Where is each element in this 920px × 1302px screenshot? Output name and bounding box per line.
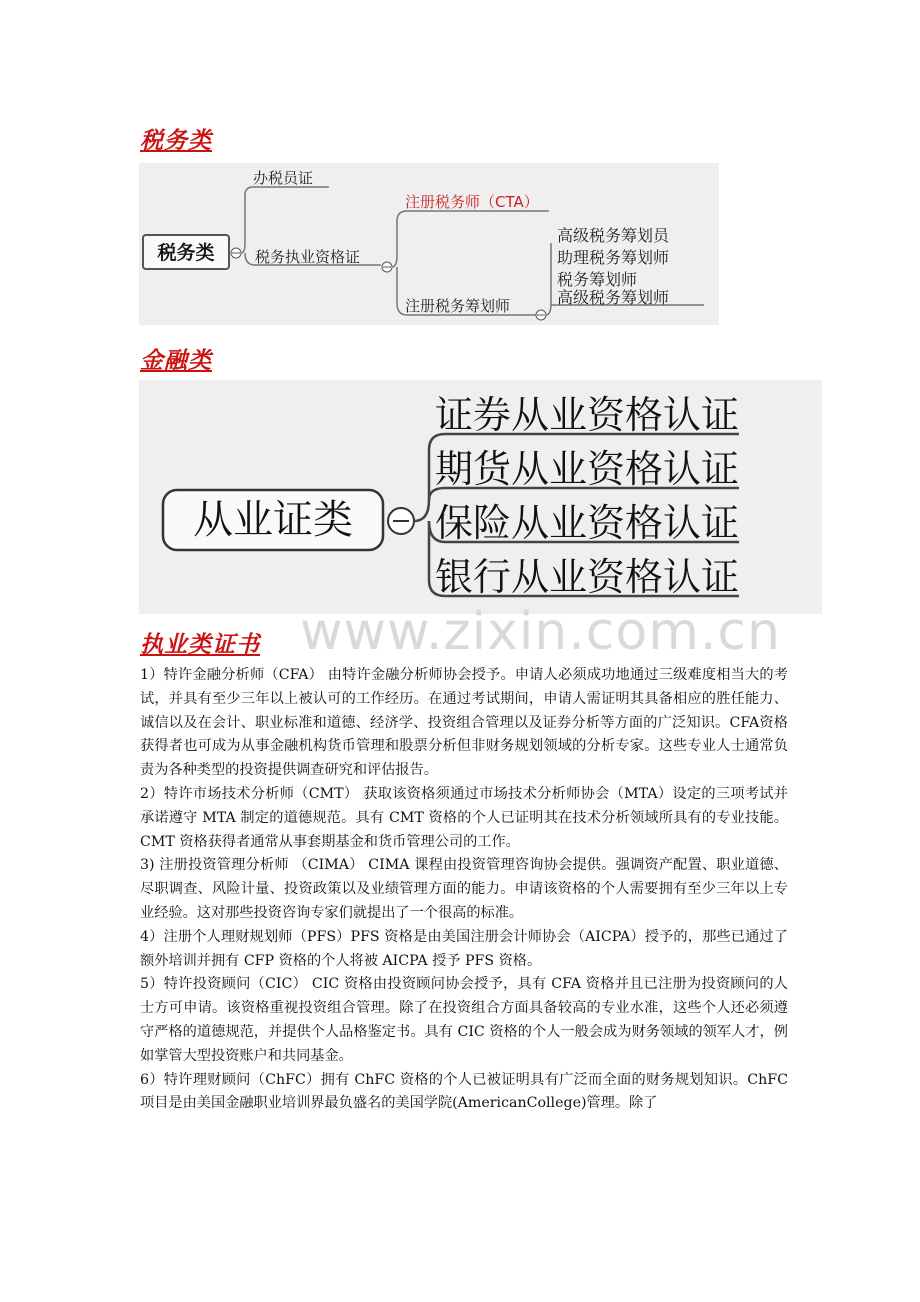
tax-leaf: 高级税务筹划师 bbox=[557, 288, 670, 307]
paragraph-cfa: 1）特许金融分析师（CFA） 由特许金融分析师协会授予。申请人必须成功地通过三级难度相当大的考试，并具有至少三年以上被认可的工作经历。在通过考试期间，申请人需证明其具备相应的胜任能力、诚信以及在会计、职业标准和道德、经济学、投资组合管理以及证券分析等方面的广泛知识。CFA资格获得者也可成为从事金融机构货币管理和股票分析但非财务规划领域的分析专家。这些专业人士通常负责为各种类型的投资提供调查研究和评估报告。 bbox=[140, 667, 788, 779]
watermark: www.zixin.com.cn bbox=[300, 602, 781, 662]
finance-root-label: 从业证类 bbox=[193, 497, 353, 543]
finance-leaf: 保险从业资格认证 bbox=[435, 501, 740, 545]
finance-leaf: 银行从业资格认证 bbox=[435, 555, 740, 599]
section-title-finance: 金融类 bbox=[140, 348, 212, 374]
tax-leaf: 助理税务筹划师 bbox=[557, 248, 670, 267]
finance-leaf: 证券从业资格认证 bbox=[435, 393, 740, 437]
tax-mindmap bbox=[139, 163, 719, 325]
paragraph-cic: 5）特许投资顾问（CIC） CIC 资格由投资顾问协会授予，具有 CFA 资格并且已注册为投资顾问的人士方可申请。该资格重视投资组合管理。除了在投资组合方面具备较高的专业水准，这些个人还必须遵守严格的道德规范，并提供个人品格鉴定书。具有 CIC 资格的个人一般会成为财务领域的领军人才，例如掌管大型投资账户和共同基金。 bbox=[140, 976, 788, 1064]
tax-leaf: 税务筹划师 bbox=[557, 270, 638, 289]
tax-branch-1: 办税员证 bbox=[253, 169, 314, 187]
tax-sub-planner: 注册税务筹划师 bbox=[405, 297, 511, 315]
body-text bbox=[140, 664, 788, 1116]
paragraph-cmt: 2）特许市场技术分析师（CMT） 获取该资格须通过市场技术分析师协会（MTA）设定的三项考试并承诺遵守 MTA 制定的道德规范。具有 CMT 资格的个人已证明其在技术分析领域所具有的专业技能。CMT 资格获得者通常从事套期基金和货币管理公司的工作。 bbox=[140, 785, 788, 850]
tax-root-label: 税务类 bbox=[157, 242, 215, 264]
paragraph-cima: 3) 注册投资管理分析师 （CIMA） CIMA 课程由投资管理咨询协会提供。强调资产配置、职业道德、尽职调查、风险计量、投资政策以及业绩管理方面的能力。申请该资格的个人需要拥有至少三年以上专业经验。这对那些投资咨询专家们就提出了一个很高的标准。 bbox=[140, 857, 788, 921]
tax-branch-2: 税务执业资格证 bbox=[255, 248, 361, 266]
section-title-tax: 税务类 bbox=[140, 128, 212, 154]
tax-leaf: 高级税务筹划员 bbox=[557, 226, 670, 245]
paragraph-pfs: 4）注册个人理财规划师（PFS）PFS 资格是由美国注册会计师协会（AICPA）授予的，那些已通过了额外培训并拥有 CFP 资格的个人将被 AICPA 授予 PFS 资格。 bbox=[140, 928, 788, 969]
finance-leaf: 期货从业资格认证 bbox=[435, 447, 740, 491]
tax-sub-cta: 注册税务师（CTA） bbox=[405, 193, 539, 211]
paragraph-chfc: 6）特许理财顾问（ChFC）拥有 ChFC 资格的个人已被证明具有广泛而全面的财务规划知识。ChFC 项目是由美国金融职业培训界最负盛名的美国学院(AmericanCollege)管理。除了 bbox=[140, 1071, 788, 1112]
finance-mindmap bbox=[139, 380, 822, 614]
section-title-practice: 执业类证书 bbox=[140, 632, 260, 658]
